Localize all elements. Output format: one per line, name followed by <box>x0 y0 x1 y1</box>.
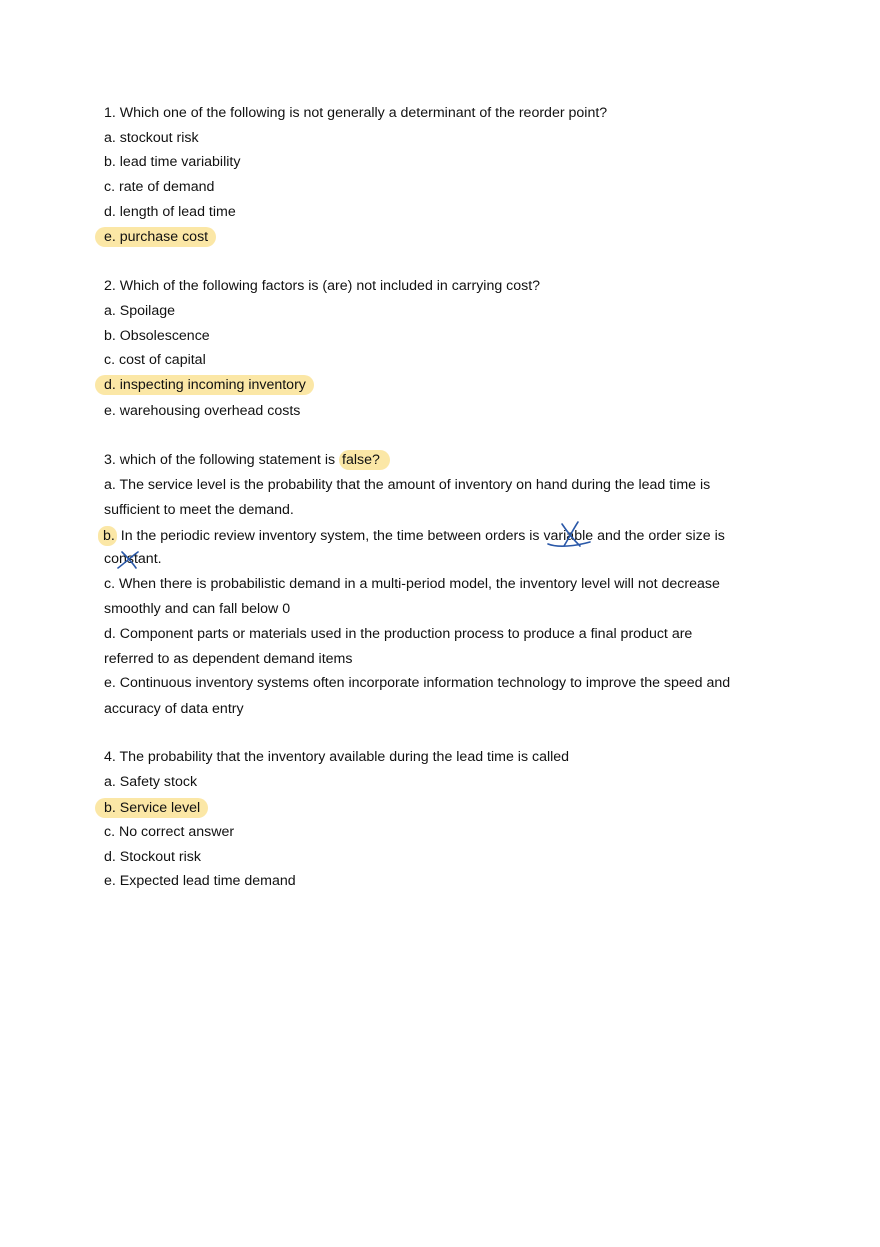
question-3-option-a-line-2: sufficient to meet the demand. <box>104 502 294 518</box>
question-1-option-c: c. rate of demand <box>104 179 215 195</box>
question-4-option-a: a. Safety stock <box>104 774 198 790</box>
question-3-prompt-text: 3. which of the following statement is <box>104 452 340 468</box>
question-2-option-d <box>104 376 314 394</box>
question-2-option-c: c. cost of capital <box>104 352 206 368</box>
question-3-option-e-line-2: accuracy of data entry <box>104 701 244 717</box>
highlighted-answer-marker: b. <box>98 526 117 546</box>
question-3-option-c-line-1: c. When there is probabilistic demand in a multi-period model, the inventory level will not decrease <box>104 576 720 592</box>
question-3-option-b-line-1 <box>104 526 725 546</box>
highlighted-word: false? <box>339 450 390 470</box>
question-4-prompt: 4. The probability that the inventory available during the lead time is called <box>104 749 570 765</box>
question-3-prompt <box>104 451 390 469</box>
highlighted-answer: e. purchase cost <box>95 227 216 247</box>
question-1-prompt: 1. Which one of the following is not generally a determinant of the reorder point? <box>104 105 608 121</box>
question-1-option-b: b. lead time variability <box>104 154 241 170</box>
question-3-option-c-line-2: smoothly and can fall below 0 <box>104 601 291 617</box>
question-2-option-e: e. warehousing overhead costs <box>104 403 301 419</box>
question-3-option-e-line-1: e. Continuous inventory systems often incorporate information technology to improve the speed and <box>104 675 731 691</box>
question-3-option-d-line-1: d. Component parts or materials used in the production process to produce a final product are <box>104 626 693 642</box>
question-3-option-b-text: In the periodic review inventory system, the time between orders is variable and the order size is <box>116 528 725 544</box>
question-4-option-d: d. Stockout risk <box>104 849 201 865</box>
question-3-option-d-line-2: referred to as dependent demand items <box>104 651 353 667</box>
question-3-option-b-line-2: constant. <box>104 551 162 567</box>
question-1-option-a: a. stockout risk <box>104 130 199 146</box>
question-4-option-c: c. No correct answer <box>104 824 235 840</box>
question-1-option-e <box>104 228 216 246</box>
question-2-option-a: a. Spoilage <box>104 303 175 319</box>
highlighted-answer: b. Service level <box>95 798 208 818</box>
question-1-option-d: d. length of lead time <box>104 204 236 220</box>
question-2-prompt: 2. Which of the following factors is (are) not included in carrying cost? <box>104 278 541 294</box>
question-2-option-b: b. Obsolescence <box>104 328 210 344</box>
question-4-option-e: e. Expected lead time demand <box>104 873 296 889</box>
question-3-option-a-line-1: a. The service level is the probability that the amount of inventory on hand during the lead time is <box>104 477 711 493</box>
question-4-option-b <box>104 799 208 817</box>
highlighted-answer: d. inspecting incoming inventory <box>95 375 314 395</box>
